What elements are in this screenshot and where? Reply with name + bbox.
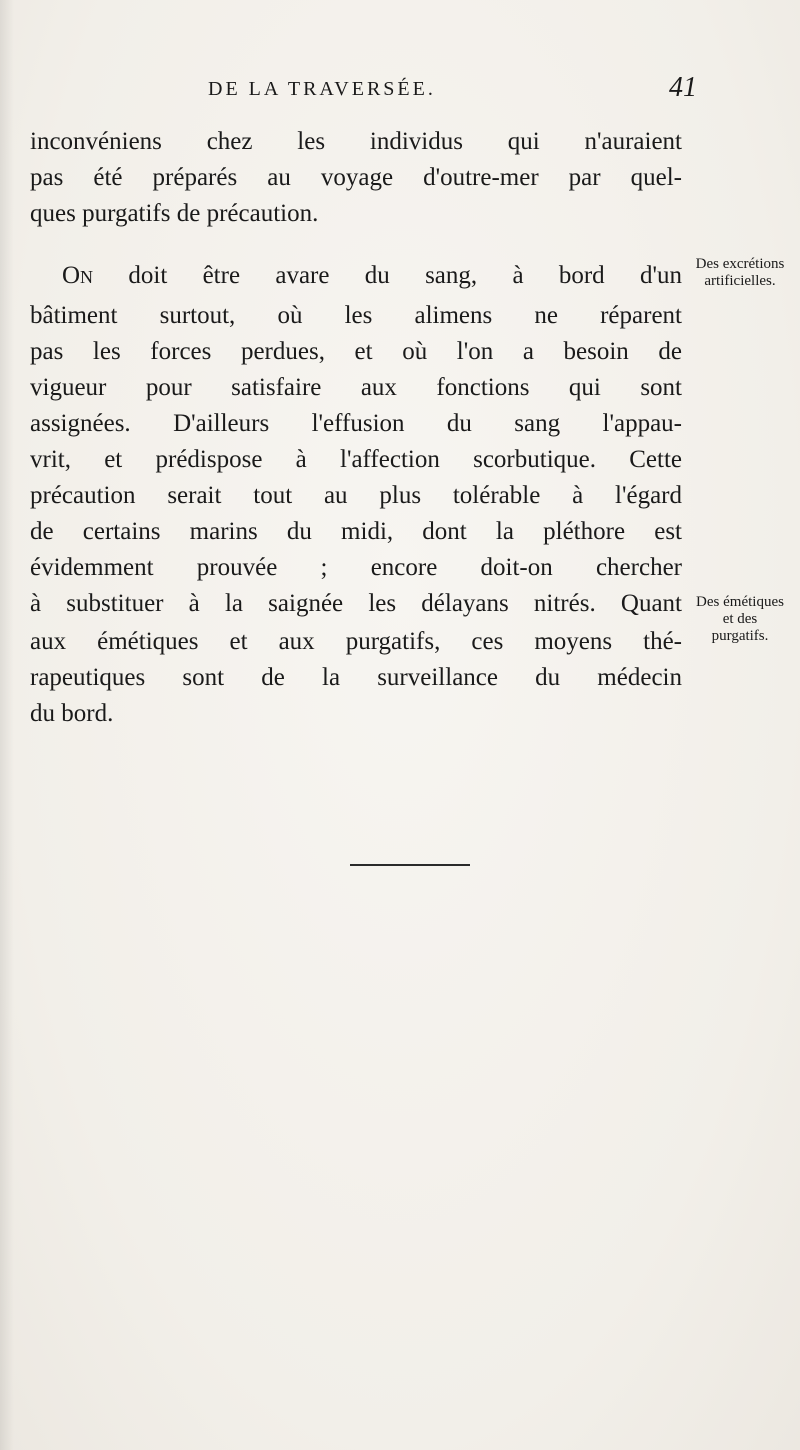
text-line: précaution serait tout au plus tolérable à l'égard — [30, 482, 682, 509]
text-line: de certains marins du midi, dont la pléthore est — [30, 518, 682, 545]
gutter-shadow — [0, 0, 14, 1450]
lead-word: On — [62, 262, 94, 289]
text-line: vrit, et prédispose à l'affection scorbutique. Cette — [30, 446, 682, 473]
margin-note-excretions — [684, 256, 796, 290]
margin-note-line: purgatifs. — [711, 628, 769, 644]
text-line: du bord. — [30, 700, 114, 727]
text-line: évidemment prouvée ; encore doit-on chercher — [30, 554, 682, 581]
text-line: inconvéniens chez les individus qui n'auraient — [30, 128, 682, 155]
text-line: vigueur pour satisfaire aux fonctions qui sont — [30, 374, 682, 401]
text-line: rapeutiques sont de la surveillance du médecin — [30, 664, 682, 691]
end-rule — [350, 864, 470, 866]
text-line: pas les forces perdues, et où l'on a besoin de — [30, 338, 682, 365]
text-line: assignées. D'ailleurs l'effusion du sang l'appau- — [30, 410, 682, 437]
margin-note-line: artificielles. — [704, 273, 776, 289]
margin-note-emetiques — [684, 594, 796, 645]
page-number: 41 — [669, 72, 697, 103]
running-head: DE LA TRAVERSÉE. — [208, 78, 436, 100]
text-line: aux émétiques et aux purgatifs, ces moyens thé- — [30, 628, 682, 655]
text-line: à substituer à la saignée les délayans nitrés. Quant — [30, 590, 682, 617]
margin-note-line: Des excrétions — [695, 256, 785, 272]
margin-note-line: Des émétiques — [696, 594, 784, 610]
text-line: bâtiment surtout, où les alimens ne réparent — [30, 302, 682, 329]
text-line: ques purgatifs de précaution. — [30, 200, 319, 227]
text-line: pas été préparés au voyage d'outre-mer par quel- — [30, 164, 682, 191]
paragraph-opening-line — [62, 258, 682, 294]
opening-line-text: doit être avare du sang, à bord d'un — [128, 262, 682, 289]
page-header — [0, 72, 800, 118]
margin-note-line: et des — [722, 611, 758, 627]
